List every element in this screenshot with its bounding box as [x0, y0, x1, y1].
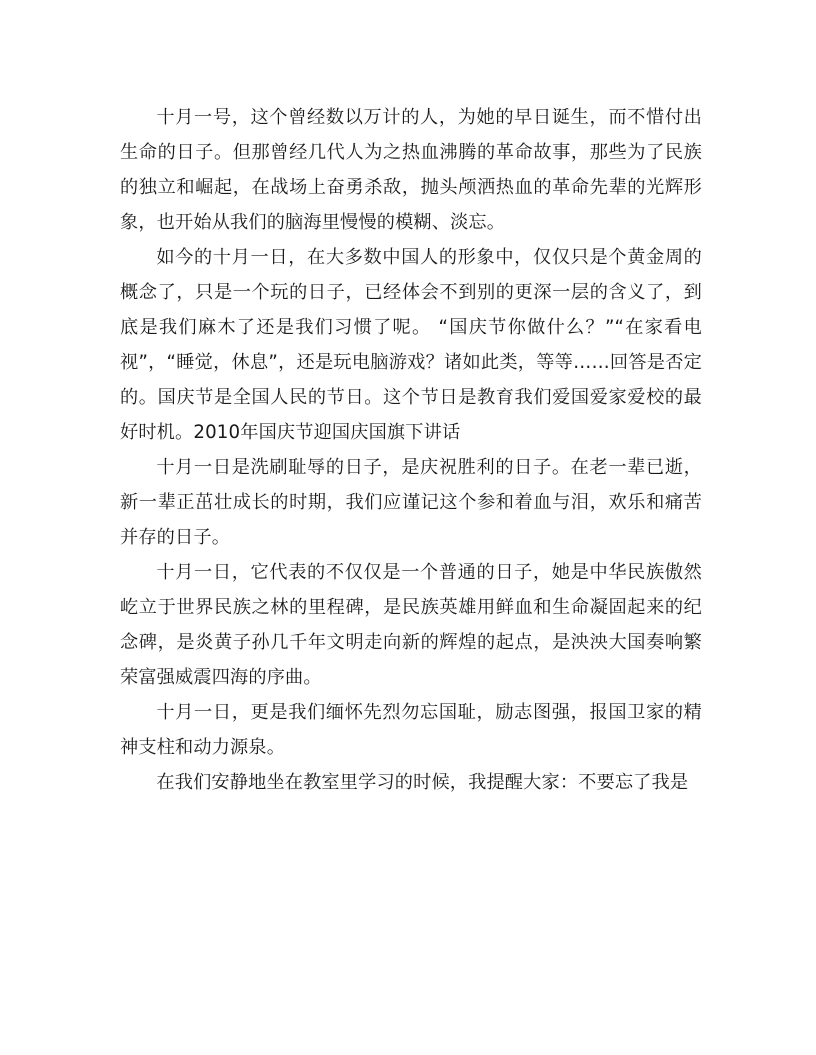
paragraph-6: 在我们安静地坐在教室里学习的时候，我提醒大家：不要忘了我是	[156, 772, 689, 793]
paragraph-5: 十月一日，更是我们缅怀先烈勿忘国耻，励志图强，报国卫家的精神支柱和动力源泉。	[120, 702, 702, 758]
paragraph-4: 十月一日，它代表的不仅仅是一个普通的日子，她是中华民族傲然屹立于世界民族之林的里程碑，是民族英雄用鲜血和生命凝固起来的纪念碑，是炎黄子孙几千年文明走向新的辉煌的起点，是泱泱大国奏响繁荣富强威震四海的序曲。	[120, 562, 702, 688]
paragraph-2: 如今的十月一日，在大多数中国人的形象中，仅仅只是个黄金周的概念了，只是一个玩的日子，已经体会不到别的更深一层的含义了，到底是我们麻木了还是我们习惯了呢。 “国庆节你做什么？”“在家看电视”，“睡觉，休息”，还是玩电脑游戏？诸如此类，等等……回答是否定的。国庆节是全国人民的节日。这个节日是教育我们爱国爱家爱校的最好时机。2010年国庆节迎国庆国旗下讲话	[120, 247, 702, 443]
paragraph-1: 十月一号，这个曾经数以万计的人，为她的早日诞生，而不惜付出生命的日子。但那曾经几代人为之热血沸腾的革命故事，那些为了民族的独立和崛起，在战场上奋勇杀敌，抛头颅洒热血的革命先辈的光辉形象，也开始从我们的脑海里慢慢的模糊、淡忘。	[120, 107, 702, 233]
document-body	[120, 100, 702, 800]
paragraph-3: 十月一日是洗刷耻辱的日子，是庆祝胜利的日子。在老一辈已逝，新一辈正茁壮成长的时期，我们应谨记这个参和着血与泪，欢乐和痛苦并存的日子。	[120, 457, 702, 548]
